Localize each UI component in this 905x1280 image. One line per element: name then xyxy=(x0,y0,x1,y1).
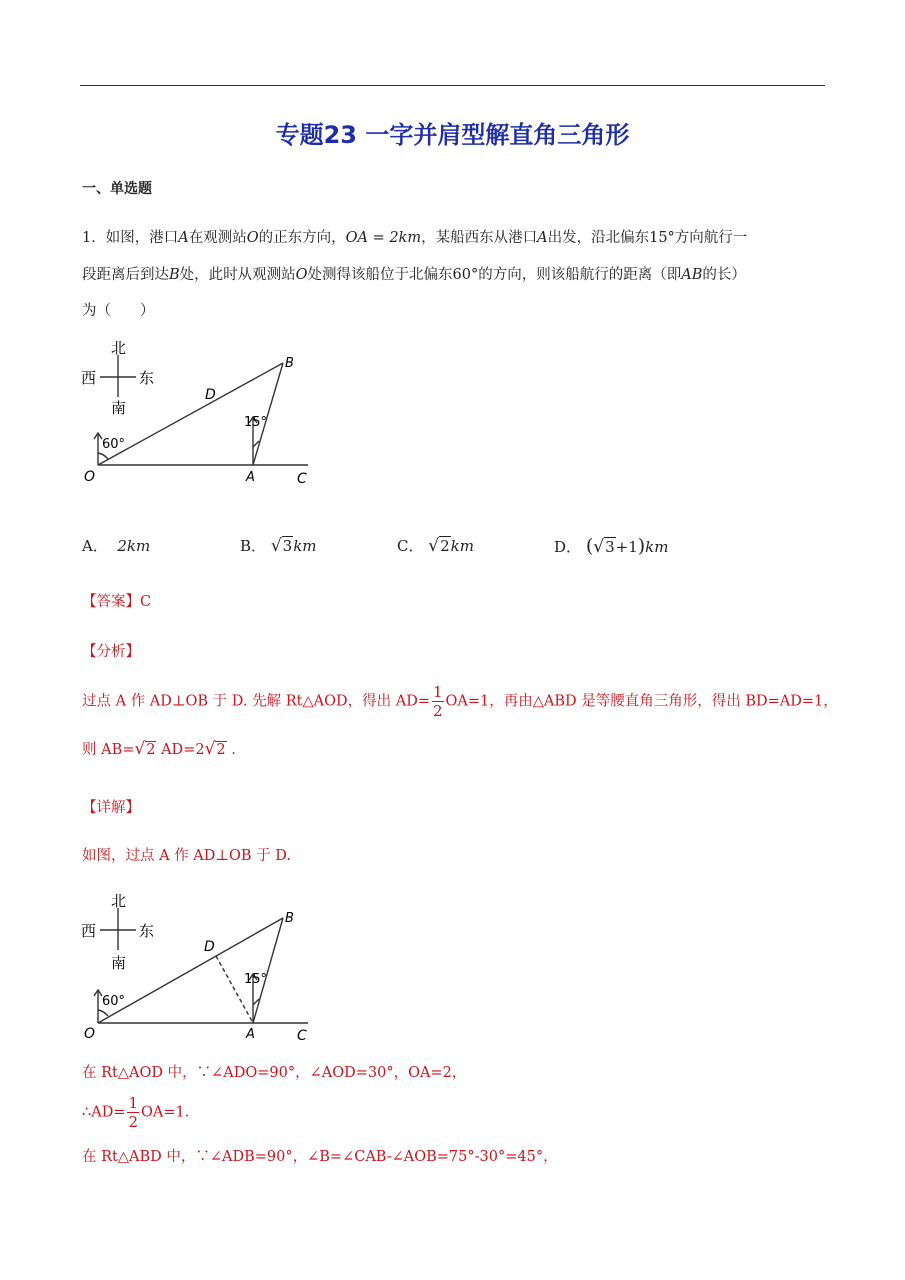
option-a[interactable]: A． 2km xyxy=(82,537,151,555)
label-west-2: 西 xyxy=(81,922,97,940)
answer-line: 【答案】C xyxy=(82,594,152,610)
analysis-line-2: 则 AB=√2 AD=2√2 . xyxy=(82,739,236,759)
detail-step-3: 在 Rt△ABD 中，∵∠ADB=90°，∠B=∠CAB-∠AOB=75°-30°=45°， xyxy=(82,1149,558,1165)
question-line-3: 为（ ） xyxy=(82,303,155,319)
label-D: D xyxy=(205,387,216,403)
option-b[interactable]: B． √3km xyxy=(240,536,317,556)
label-west: 西 xyxy=(81,369,97,387)
detail-tag: 【详解】 xyxy=(82,800,140,816)
analysis-line-1: 过点 A 作 AD⊥OB 于 D. 先解 Rt△AOD，得出 AD= $\frac{1}{2}$ OA=1，再由△ABD 是等腰直角三角形，得出 BD=AD=1， xyxy=(82,683,838,720)
detail-intro: 如图，过点 A 作 AD⊥OB 于 D. xyxy=(82,848,292,864)
label-angle-60: 60° xyxy=(102,437,126,452)
label-east-2: 东 xyxy=(139,922,155,940)
detail-step-2: ∴AD= $\frac{1}{2}$ OA=1. xyxy=(82,1094,190,1131)
figure-detail xyxy=(78,888,318,1048)
label-south-2: 南 xyxy=(111,954,127,972)
question-line-1: 1．如图，港口A在观测站O的正东方向，OA = 2km，某船西东从港口A出发，沿北偏东15°方向航行一 xyxy=(82,230,748,246)
label-north-2: 北 xyxy=(111,892,127,910)
label-A-2: A xyxy=(246,1027,255,1042)
label-O-2: O xyxy=(84,1026,96,1042)
detail-step-1: 在 Rt△AOD 中，∵∠ADO=90°，∠AOD=30°，OA=2， xyxy=(82,1065,467,1081)
option-c[interactable]: C． √2km xyxy=(397,536,474,556)
label-A: A xyxy=(246,470,255,485)
label-O: O xyxy=(84,469,96,485)
label-south: 南 xyxy=(111,399,127,417)
page-title: 专题23 一字并肩型解直角三角形 xyxy=(275,121,630,149)
label-B-2: B xyxy=(285,911,294,926)
label-C: C xyxy=(297,471,307,487)
label-angle-15: 15° xyxy=(244,415,268,430)
label-C-2: C xyxy=(297,1028,307,1044)
header-rule xyxy=(80,85,825,86)
label-north: 北 xyxy=(111,339,127,357)
label-B: B xyxy=(285,356,294,371)
label-D-2: D xyxy=(204,939,215,955)
option-d[interactable]: D． (√3+1)km xyxy=(554,535,669,557)
section-heading: 一、单选题 xyxy=(82,181,152,197)
question-line-2: 段距离后到达B处，此时从观测站O处测得该船位于北偏东60°的方向，则该船航行的距离（即AB的长） xyxy=(82,267,746,283)
label-angle-15-2: 15° xyxy=(244,972,268,987)
label-east: 东 xyxy=(139,369,155,387)
label-angle-60-2: 60° xyxy=(102,994,126,1009)
analysis-tag: 【分析】 xyxy=(82,644,140,660)
figure-question xyxy=(78,335,318,495)
